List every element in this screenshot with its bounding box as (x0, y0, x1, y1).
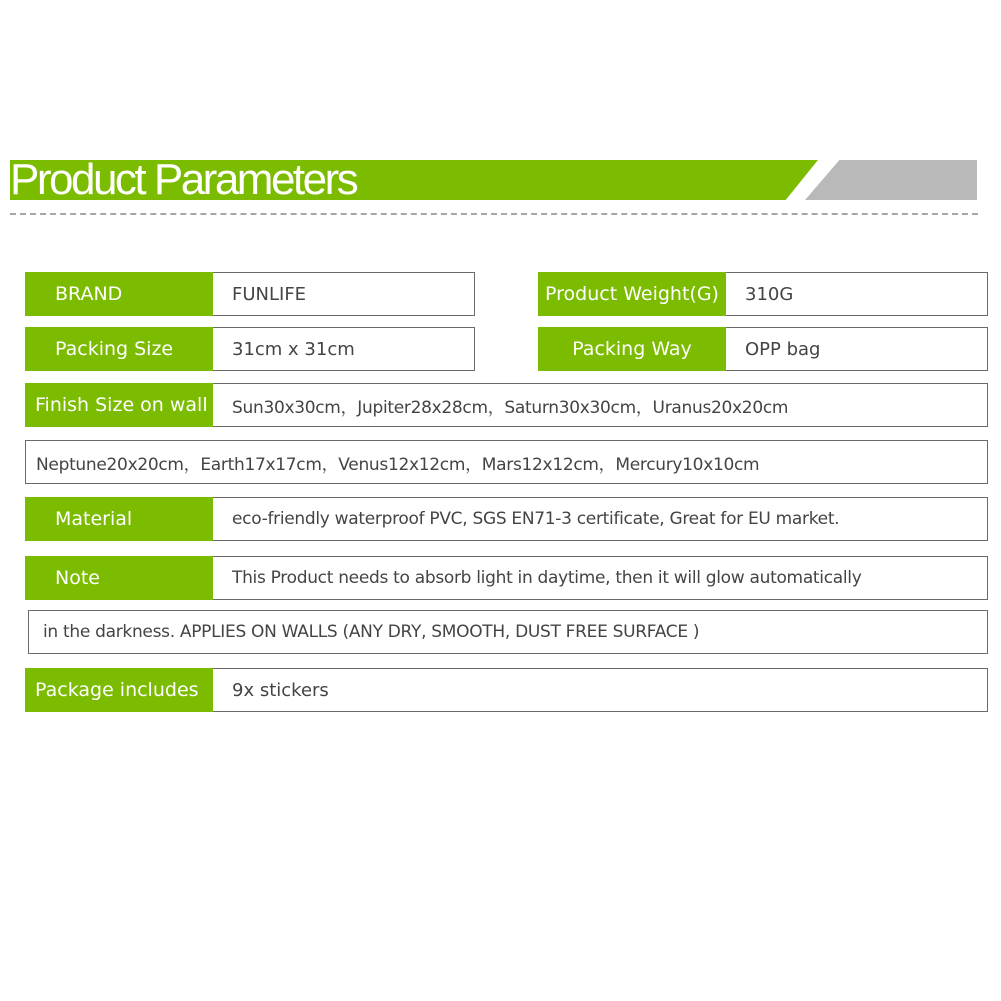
param-row-finish-size-continued (25, 440, 988, 484)
param-label-packing-size: Packing Size (25, 327, 213, 371)
param-row-packing-way (538, 327, 988, 371)
param-value-note: This Product needs to absorb light in daytime, then it will glow automatically (232, 568, 862, 588)
param-row-finish-size (25, 383, 988, 427)
param-value-material: eco-friendly waterproof PVC, SGS EN71-3 certificate, Great for EU market. (232, 509, 840, 529)
param-value-brand: FUNLIFE (232, 283, 307, 305)
param-value-weight: 310G (745, 283, 794, 305)
param-label-packing-way: Packing Way (538, 327, 726, 371)
param-label-brand: BRAND (25, 272, 213, 316)
param-label-finish-size: Finish Size on wall (25, 383, 213, 427)
param-value-packing-size: 31cm x 31cm (232, 338, 355, 360)
param-row-brand (25, 272, 475, 316)
dashed-divider (10, 213, 978, 215)
param-label-weight: Product Weight(G) (538, 272, 726, 316)
param-value-finish-size: Sun30x30cm，Jupiter28x28cm，Saturn30x30cm，Uranus20x20cm (232, 397, 789, 418)
param-row-weight (538, 272, 988, 316)
param-label-material: Material (25, 497, 213, 541)
title-banner-accent (805, 160, 977, 200)
param-row-material (25, 497, 988, 541)
param-row-note-continued (28, 610, 988, 654)
page-title: Product Parameters (10, 155, 357, 204)
param-value-note-continued: in the darkness. APPLIES ON WALLS (ANY DRY, SMOOTH, DUST FREE SURFACE ) (43, 622, 700, 642)
param-row-note (25, 556, 988, 600)
param-value-package: 9x stickers (232, 679, 329, 701)
param-row-package (25, 668, 988, 712)
param-value-finish-size-continued: Neptune20x20cm，Earth17x17cm，Venus12x12cm，Mars12x12cm，Mercury10x10cm (36, 454, 760, 475)
param-label-package: Package includes (25, 668, 213, 712)
param-row-packing-size (25, 327, 475, 371)
param-value-packing-way: OPP bag (745, 338, 821, 360)
param-label-note: Note (25, 556, 213, 600)
